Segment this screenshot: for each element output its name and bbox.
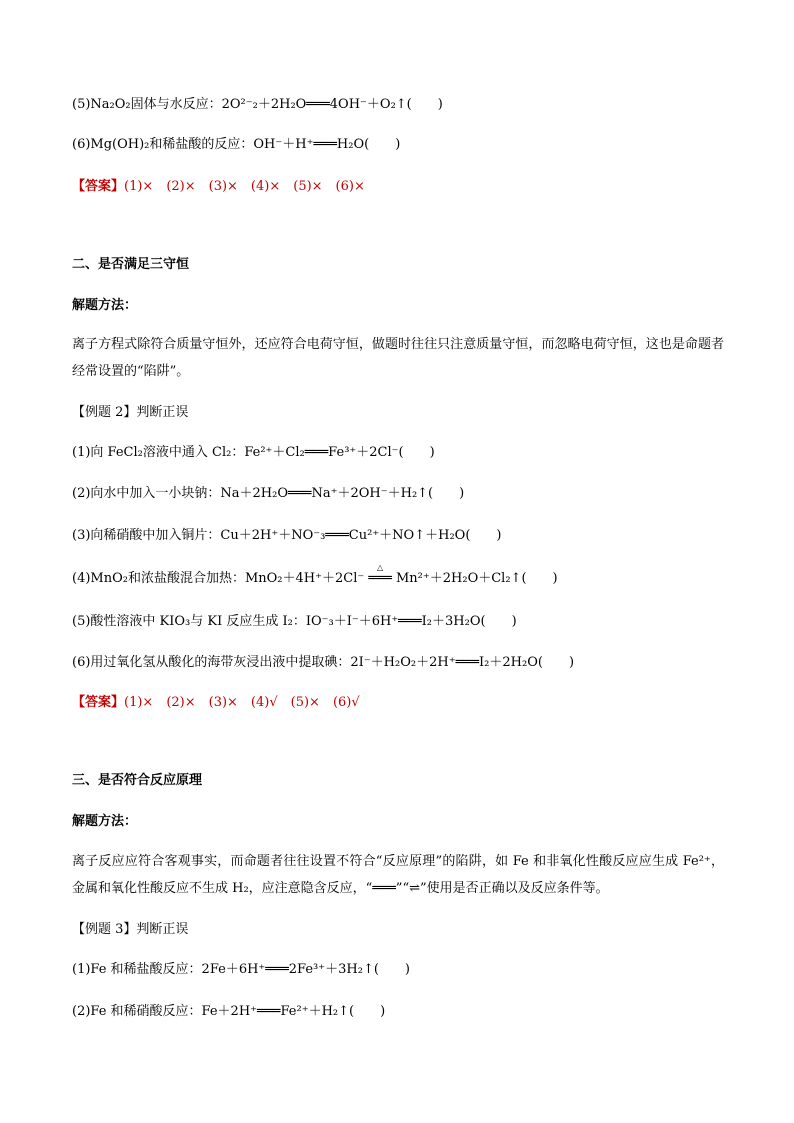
- method-label: 解题方法：: [72, 814, 138, 829]
- heat-condition: △: [377, 563, 384, 572]
- question-line: (3)向稀硝酸中加入铜片：Cu＋2H⁺＋NO⁻₃═══Cu²⁺＋NO↑＋H₂O( ): [72, 528, 502, 543]
- answer-line: [72, 177, 365, 197]
- answer-tag: 【答案】: [72, 695, 125, 710]
- answer-line: [72, 693, 360, 713]
- example-title: 【例题 3】判断正误: [72, 922, 189, 937]
- question-line: (5)酸性溶液中 KIO₃与 KI 反应生成 I₂：IO⁻₃＋I⁻＋6H⁺═══I₂＋3H₂O( ): [72, 614, 517, 629]
- question-line: (5)Na₂O₂固体与水反应：2O²⁻₂＋2H₂O═══4OH⁻＋O₂↑( ): [72, 97, 443, 112]
- question-line: (1)向 FeCl₂溶液中通入 Cl₂：Fe²⁺＋Cl₂═══Fe³⁺＋2Cl⁻( ): [72, 445, 435, 460]
- method-paragraph: 离子反应应符合客观事实，而命题者往往设置不符合“反应原理”的陷阱，如 Fe 和非氧化性酸反应应生成 Fe²⁺，金属和氧化性酸反应不生成 H₂，应注意隐含反应，“═══”“⇌”使用是否正确以及反应条件等。: [72, 854, 724, 896]
- method-label: 解题方法：: [72, 298, 138, 313]
- question-line: (2)Fe 和稀硝酸反应：Fe＋2H⁺═══Fe²⁺＋H₂↑( ): [72, 1004, 386, 1019]
- section-heading: 二、是否满足三守恒: [72, 257, 190, 272]
- answer-text: (1)× (2)× (3)× (4)× (5)× (6)×: [124, 179, 365, 194]
- equation-left: (4)MnO₂和浓盐酸混合加热：MnO₂＋4H⁺＋2Cl⁻: [72, 571, 365, 586]
- equals-arrow: ═══: [368, 571, 392, 586]
- question-line: (2)向水中加入一小块钠：Na＋2H₂O═══Na⁺＋2OH⁻＋H₂↑( ): [72, 486, 465, 501]
- question-line: (1)Fe 和稀盐酸反应：2Fe＋6H⁺═══2Fe³⁺＋3H₂↑( ): [72, 962, 410, 977]
- section-heading: 三、是否符合反应原理: [72, 773, 203, 788]
- method-paragraph: 离子方程式除符合质量守恒外，还应符合电荷守恒，做题时往往只注意质量守恒，而忽略电荷守恒，这也是命题者经常设置的“陷阱”。: [72, 337, 724, 379]
- question-line: (6)Mg(OH)₂和稀盐酸的反应：OH⁻＋H⁺═══H₂O( ): [72, 137, 401, 152]
- question-line: [72, 563, 558, 589]
- example-title: 【例题 2】判断正误: [72, 405, 189, 420]
- equation-right: Mn²⁺＋2H₂O＋Cl₂↑( ): [396, 571, 558, 586]
- answer-text: (1)× (2)× (3)× (4)√ (5)× (6)√: [124, 695, 360, 710]
- reaction-arrow: [368, 563, 392, 589]
- question-line: (6)用过氧化氢从酸化的海带灰浸出液中提取碘：2I⁻＋H₂O₂＋2H⁺═══I₂＋2H₂O( ): [72, 655, 575, 670]
- answer-tag: 【答案】: [72, 179, 125, 194]
